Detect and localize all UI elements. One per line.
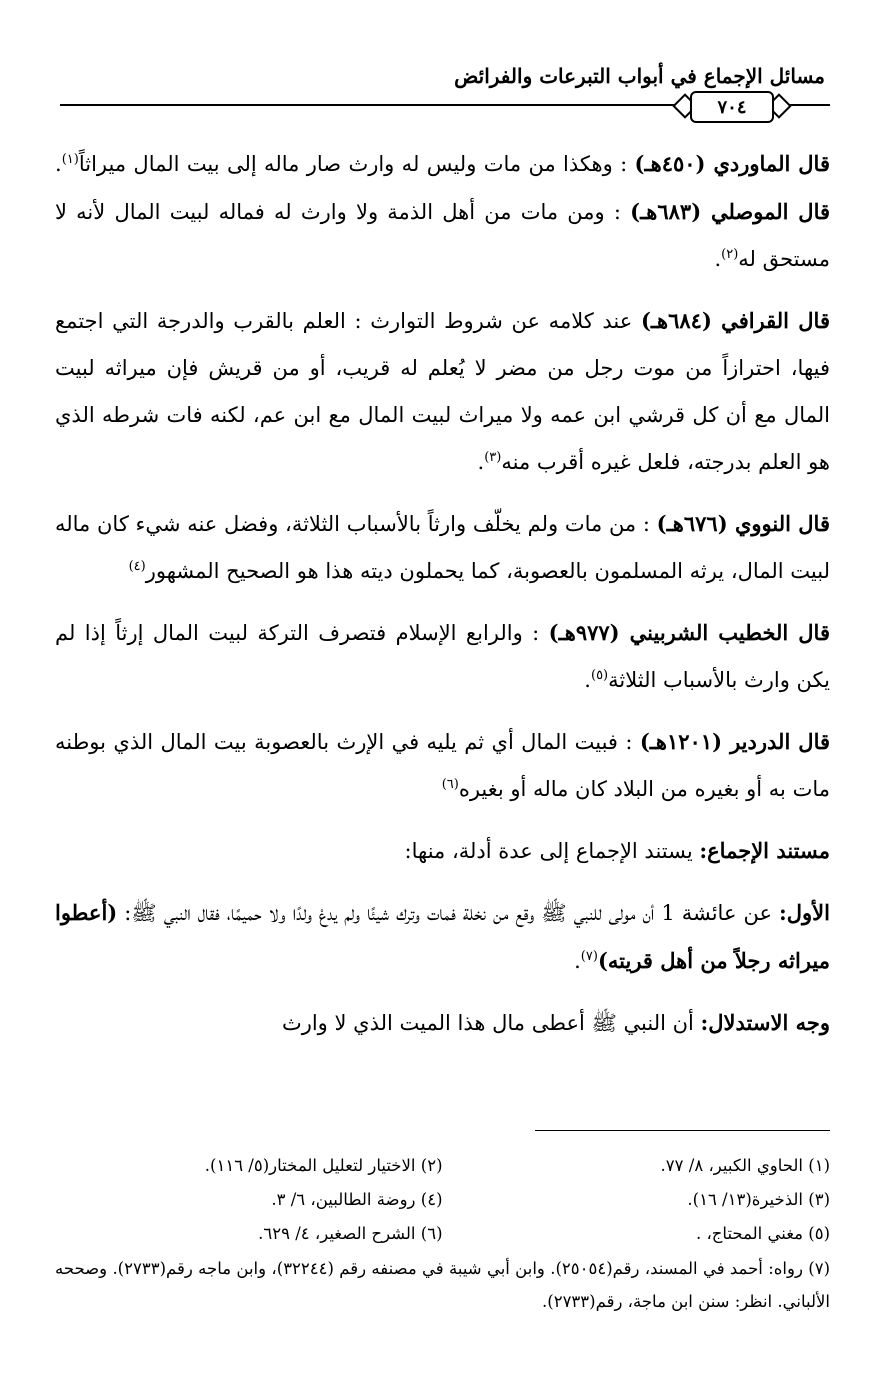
footnote-row [55,1216,830,1250]
running-header-title: مسائل الإجماع في أبواب التبرعات والفرائض [454,64,825,88]
quote-text: أن النبي ﷺ أعطى مال هذا الميت الذي لا وارث [281,1011,701,1035]
hadith-quote: (أعطوا ميراثه رجلاً من أهل قريته) [55,900,830,973]
footnote-ref: (٧) [580,949,598,964]
scholar-name: قال القرافي (٦٨٤هـ) [640,308,830,333]
quote-text: : وهكذا من مات وليس له وارث صار ماله إلى بيت المال ميراثاً [78,152,635,176]
scholar-name: قال الخطيب الشربيني (٩٧٧هـ) [548,620,830,645]
paragraph-first-evidence [55,889,830,985]
footnote-separator [535,1130,830,1131]
footnote-ref: (٦) [441,777,459,792]
footnote-item: (٣) الذخيرة(١٣/ ١٦). [687,1189,830,1209]
scholar-name: قال الماوردي (٤٥٠هـ) [634,151,830,176]
punctuation: . [714,247,722,271]
footnote-row [55,1148,830,1182]
footnote-item: (١) الحاوي الكبير، ٨/ ٧٧. [660,1155,830,1175]
scholar-name: قال النووي (٦٧٦هـ) [656,511,830,536]
quote-text: : والرابع الإسلام فتصرف التركة لبيت المال إرثاً إذا لم يكن وارث بالأسباب الثلاثة [55,621,830,692]
punctuation: . [584,668,591,692]
page-number: ٧٠٤ [690,91,774,123]
footnote-row [55,1182,830,1216]
footnote-ref: (٢) [721,247,739,262]
footnotes [55,1148,830,1318]
paragraph-nawawi [55,500,830,595]
quote-text: يستند الإجماع إلى عدة أدلة، منها: [404,839,700,863]
punctuation: . [574,949,581,973]
quote-text: عند كلامه عن شروط التوارث : العلم بالقرب والدرجة التي اجتمع فيها، احترازاً من موت رجل من مضر لا يُعلم له قريب، أو من قريش فإن ميراثه لبيت المال مع أن كل قرشي ابن عمه ولا ميراث لبيت المال مع ابن عم، لكنه فات شرطه الذي هو العلم بدرجته، فلعل غيره أقرب منه [55,309,830,474]
paragraph-dardir [55,718,830,813]
quote-text: : من مات ولم يخلّف وارثاً بالأسباب الثلاثة، وفضل عنه شيء كان ماله لبيت المال، يرثه المسلمون بالعصوبة، كما يحملون ديته هذا هو الصحيح المشهور [55,512,830,583]
scholar-name: قال الدردير (١٢٠١هـ) [639,729,831,754]
footnote-item: (٤) روضة الطالبين، ٦/ ٣. [271,1189,443,1209]
footnote-item: (٢) الاختيار لتعليل المختار(٥/ ١١٦). [204,1155,443,1175]
punctuation: . [477,450,485,474]
quote-text: : فبيت المال أي ثم يليه في الإرث بالعصوبة بيت المال الذي بوطنه مات به أو بغيره من البلاد كان ماله أو بغيره [55,730,830,801]
footnote-item-long: (٧) رواه: أحمد في المسند، رقم(٢٥٠٥٤). وابن أبي شيبة في مصنفه رقم (٣٢٢٤٤)، وابن ماجه رقم(٢٧٣٣). وصححه الألباني. انظر: سنن ابن ماجة، رقم(٢٧٣٣). [55,1259,830,1311]
paragraph-evidence-heading [55,827,830,875]
paragraph-inference [55,999,830,1047]
paragraph-shirbini [55,609,830,704]
footnote-ref: (٥) [590,668,609,683]
paragraph-qarafi [55,297,830,486]
footnote-item: (٥) مغني المحتاج، . [695,1223,830,1243]
footnote-ref: (٣) [484,450,502,465]
quote-text: عن عائشة 1 أن مولى للنبي ﷺ وقع من نخلة فمات وترك شيئًا ولم يدعْ ولدًا ولا حميمًا، فقال النبي ﷺ: [117,901,780,925]
section-label: مستند الإجماع: [699,838,830,863]
footnote-ref: (٤) [128,559,146,574]
footnote-item: (٦) الشرح الصغير، ٤/ ٦٢٩. [258,1223,443,1243]
section-label: الأول: [779,900,830,925]
paragraph-mawardi [55,140,830,283]
quote-text: : ومن مات من أهل الذمة ولا وارث له فماله لبيت المال لأنه لا مستحق له [55,200,830,271]
section-label: وجه الاستدلال: [700,1010,830,1035]
scholar-name: قال الموصلي (٦٨٣هـ) [630,199,831,224]
punctuation: . [55,152,62,176]
footnote-ref: (١) [61,152,79,167]
main-text [55,140,830,1061]
